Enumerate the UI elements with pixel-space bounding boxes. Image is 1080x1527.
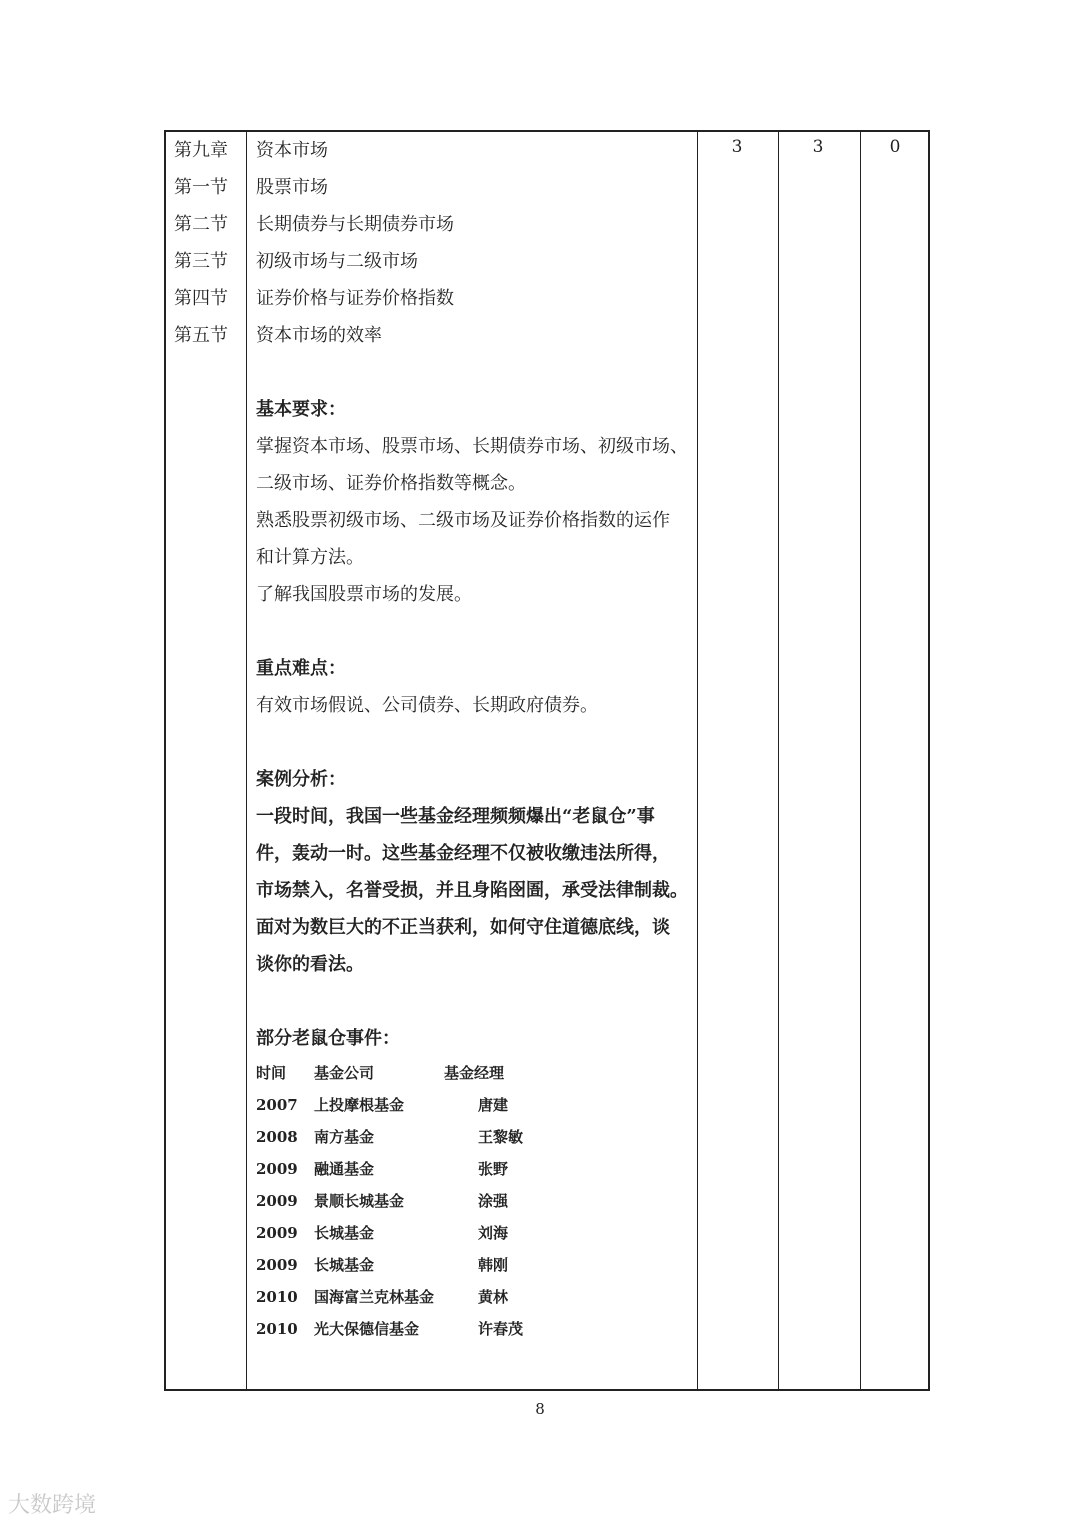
requirements-line: 和计算方法。	[256, 547, 364, 568]
chapter-title: 资本市场	[256, 140, 328, 161]
event-manager: 韩刚	[478, 1256, 509, 1274]
syllabus-table	[164, 130, 930, 1391]
table-row	[256, 1217, 696, 1249]
events-heading: 部分老鼠仓事件：	[256, 1028, 400, 1049]
section-label: 第三节	[174, 251, 228, 272]
event-year: 2009	[256, 1224, 298, 1242]
case-line: 件，轰动一时。这些基金经理不仅被收缴违法所得，	[256, 843, 670, 864]
page-number: 8	[535, 1400, 545, 1418]
table-row	[256, 1185, 696, 1217]
event-company: 光大保德信基金	[314, 1320, 420, 1338]
section-label: 第四节	[174, 288, 228, 309]
events-header-row	[256, 1057, 696, 1089]
event-company: 上投摩根基金	[314, 1096, 405, 1114]
section-title: 证券价格与证券价格指数	[256, 288, 454, 309]
column-header: 基金公司	[314, 1064, 375, 1082]
event-year: 2010	[256, 1288, 298, 1306]
column-header: 时间	[256, 1064, 287, 1082]
event-company: 景顺长城基金	[314, 1192, 405, 1210]
table-row	[256, 1153, 696, 1185]
section-label: 第五节	[174, 325, 228, 346]
event-year: 2009	[256, 1256, 298, 1274]
event-manager: 许春茂	[478, 1320, 524, 1338]
chapter-label: 第九章	[174, 140, 228, 161]
requirements-line: 熟悉股票初级市场、二级市场及证券价格指数的运作	[256, 510, 670, 531]
event-company: 融通基金	[314, 1160, 375, 1178]
theory-hours: 3	[812, 137, 824, 157]
section-label: 第二节	[174, 214, 228, 235]
event-manager: 王黎敏	[478, 1128, 524, 1146]
event-manager: 唐建	[478, 1096, 509, 1114]
requirements-line: 二级市场、证券价格指数等概念。	[256, 473, 526, 494]
case-heading: 案例分析：	[256, 769, 346, 790]
event-company: 南方基金	[314, 1128, 375, 1146]
table-row	[256, 1249, 696, 1281]
table-row	[256, 1089, 696, 1121]
column-header: 基金经理	[444, 1064, 505, 1082]
case-line: 市场禁入，名誉受损，并且身陷囹圄，承受法律制裁。	[256, 880, 688, 901]
table-row	[256, 1121, 696, 1153]
column-divider	[778, 132, 779, 1389]
event-manager: 张野	[478, 1160, 509, 1178]
event-company: 长城基金	[314, 1224, 375, 1242]
table-row	[256, 1281, 696, 1313]
section-title: 长期债券与长期债券市场	[256, 214, 454, 235]
event-year: 2008	[256, 1128, 298, 1146]
chapter-label-column	[174, 132, 246, 354]
content-column	[256, 132, 696, 1345]
event-year: 2009	[256, 1192, 298, 1210]
requirements-line: 掌握资本市场、股票市场、长期债券市场、初级市场、	[256, 436, 688, 457]
column-divider	[697, 132, 698, 1389]
section-title: 初级市场与二级市场	[256, 251, 418, 272]
event-year: 2007	[256, 1096, 298, 1114]
case-line: 面对为数巨大的不正当获利，如何守住道德底线，谈	[256, 917, 670, 938]
case-line: 谈你的看法。	[256, 954, 364, 975]
event-manager: 刘海	[478, 1224, 509, 1242]
column-divider	[860, 132, 861, 1389]
event-year: 2010	[256, 1320, 298, 1338]
section-label: 第一节	[174, 177, 228, 198]
event-year: 2009	[256, 1160, 298, 1178]
key-points-heading: 重点难点：	[256, 658, 346, 679]
watermark: 大数跨境	[8, 1493, 97, 1518]
section-title: 股票市场	[256, 177, 328, 198]
event-manager: 黄林	[478, 1288, 509, 1306]
key-points-line: 有效市场假说、公司债券、长期政府债券。	[256, 695, 598, 716]
case-line: 一段时间，我国一些基金经理频频爆出“老鼠仓”事	[256, 806, 655, 827]
section-title: 资本市场的效率	[256, 325, 382, 346]
event-manager: 涂强	[478, 1192, 509, 1210]
table-row	[256, 1313, 696, 1345]
practice-hours: 0	[889, 137, 901, 157]
column-divider	[246, 132, 247, 1389]
requirements-line: 了解我国股票市场的发展。	[256, 584, 472, 605]
lecture-hours: 3	[731, 137, 743, 157]
event-company: 长城基金	[314, 1256, 375, 1274]
event-company: 国海富兰克林基金	[314, 1288, 435, 1306]
requirements-heading: 基本要求：	[256, 399, 346, 420]
